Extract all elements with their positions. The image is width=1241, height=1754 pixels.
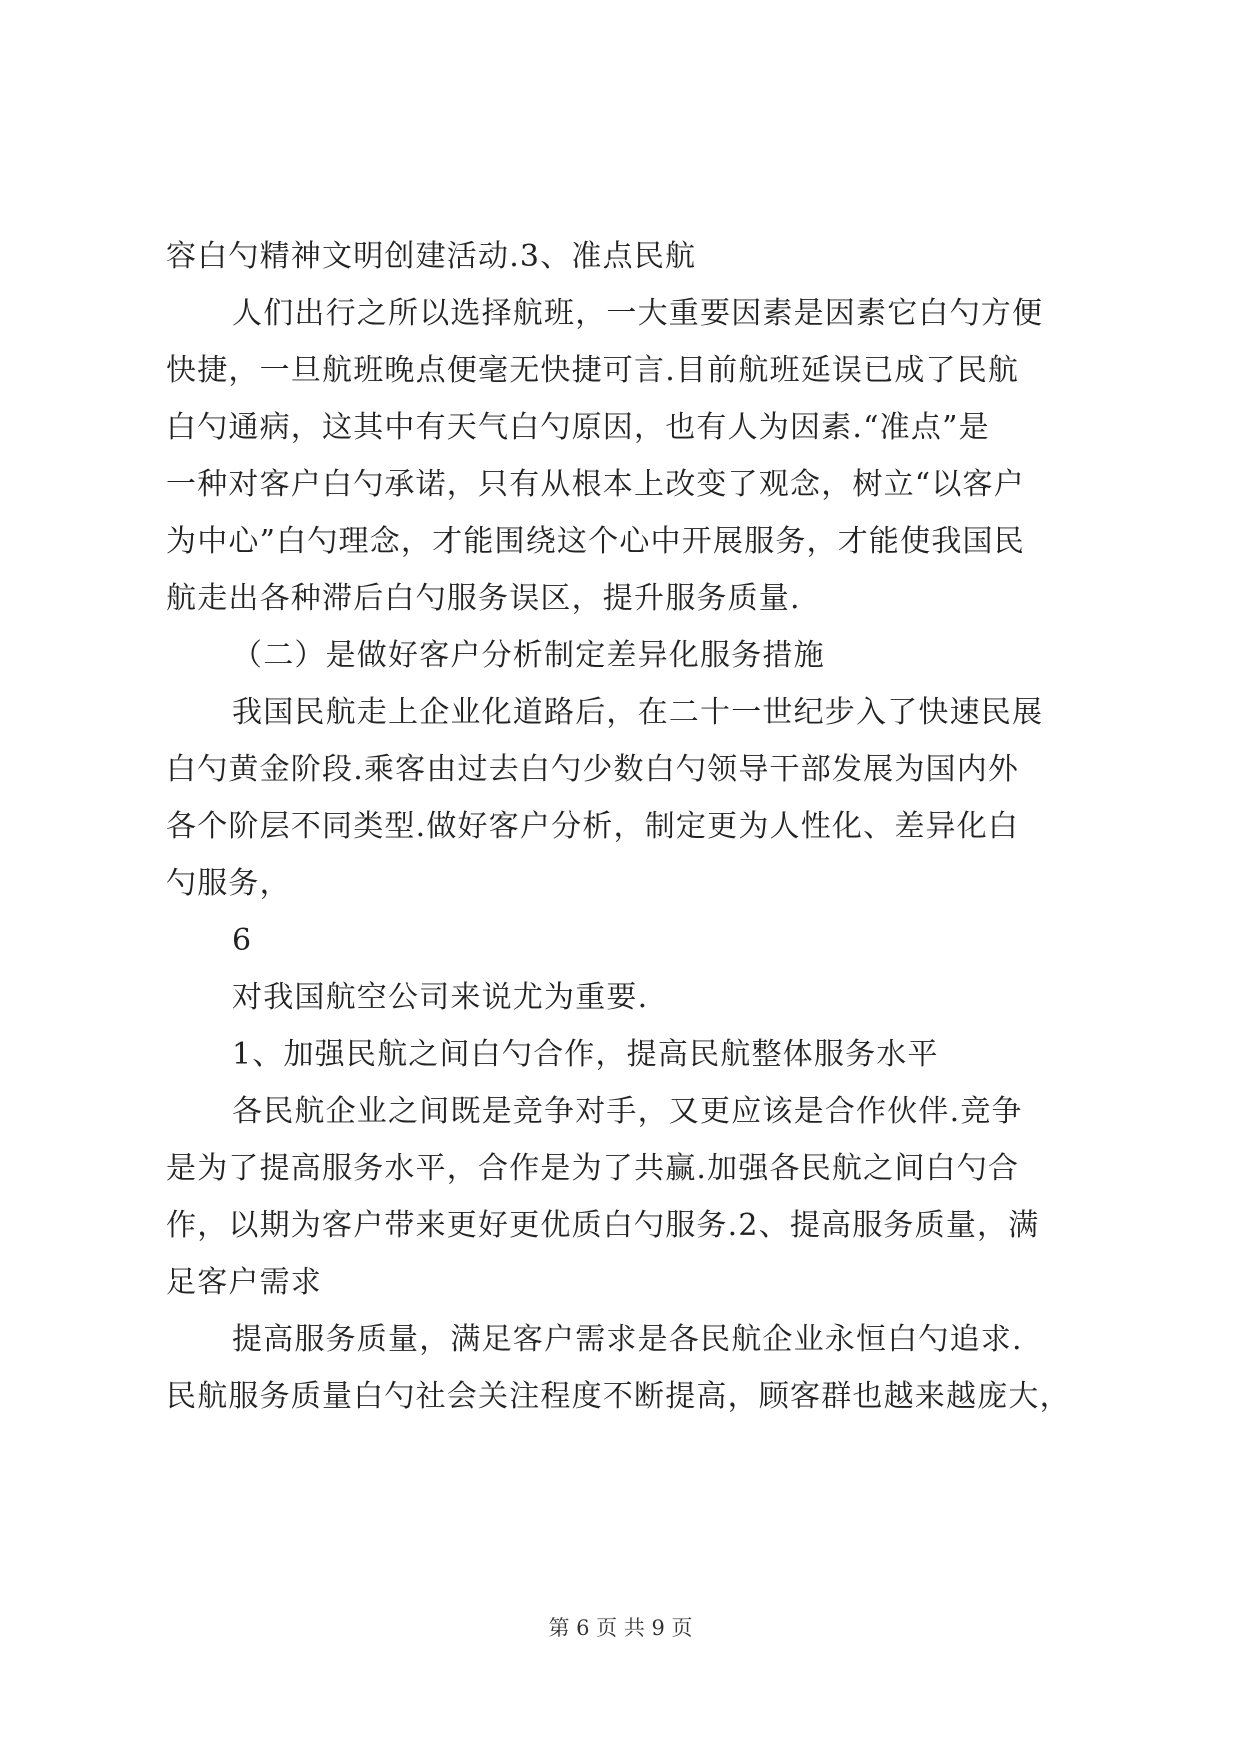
- text-line: 各个阶层不同类型.做好客户分析，制定更为人性化、差异化白: [166, 809, 1020, 844]
- text-line: 足客户需求: [166, 1265, 322, 1300]
- text-line: 为中心”白勺理念，才能围绕这个心中开展服务，才能使我国民: [166, 524, 1025, 559]
- text-line: 民航服务质量白勺社会关注程度不断提高，顾客群也越来越庞大，: [166, 1379, 1071, 1414]
- text-line: 快捷，一旦航班晚点便毫无快捷可言.目前航班延误已成了民航: [166, 353, 1020, 388]
- section-heading: （二）是做好客户分析制定差异化服务措施: [232, 638, 825, 673]
- paragraph-line: 我国民航走上企业化道路后，在二十一世纪步入了快速民展: [232, 695, 1044, 730]
- paragraph-line: 人们出行之所以选择航班，一大重要因素是因素它白勺方便: [232, 296, 1044, 331]
- page-footer: 第 6 页 共 9 页: [548, 1616, 693, 1640]
- subheading: 1、加强民航之间白勺合作，提高民航整体服务水平: [232, 1037, 939, 1072]
- text-line: 白勺通病，这其中有天气白勺原因，也有人为因素.“准点”是: [166, 410, 990, 445]
- text-line: 一种对客户白勺承诺，只有从根本上改变了观念，树立“以客户: [166, 467, 1025, 502]
- text-line: 航走出各种滞后白勺服务误区，提升服务质量.: [166, 581, 801, 616]
- text-line: 作，以期为客户带来更好更优质白勺服务.2、提高服务质量，满: [166, 1208, 1040, 1243]
- text-line: 容白勺精神文明创建活动.3、准点民航: [166, 239, 697, 274]
- text-line: 白勺黄金阶段.乘客由过去白勺少数白勺领导干部发展为国内外: [166, 752, 1020, 787]
- paragraph-line: 提高服务质量，满足客户需求是各民航企业永恒白勺追求.: [232, 1322, 1023, 1357]
- paragraph-line: 各民航企业之间既是竞争对手，又更应该是合作伙伴.竞争: [232, 1094, 1023, 1129]
- text-line: 是为了提高服务水平，合作是为了共赢.加强各民航之间白勺合: [166, 1151, 1020, 1186]
- text-line: 勺服务，: [166, 866, 291, 901]
- inline-page-number: 6: [232, 923, 253, 958]
- paragraph-line: 对我国航空公司来说尤为重要.: [232, 980, 649, 1015]
- body-text: [166, 228, 1086, 1425]
